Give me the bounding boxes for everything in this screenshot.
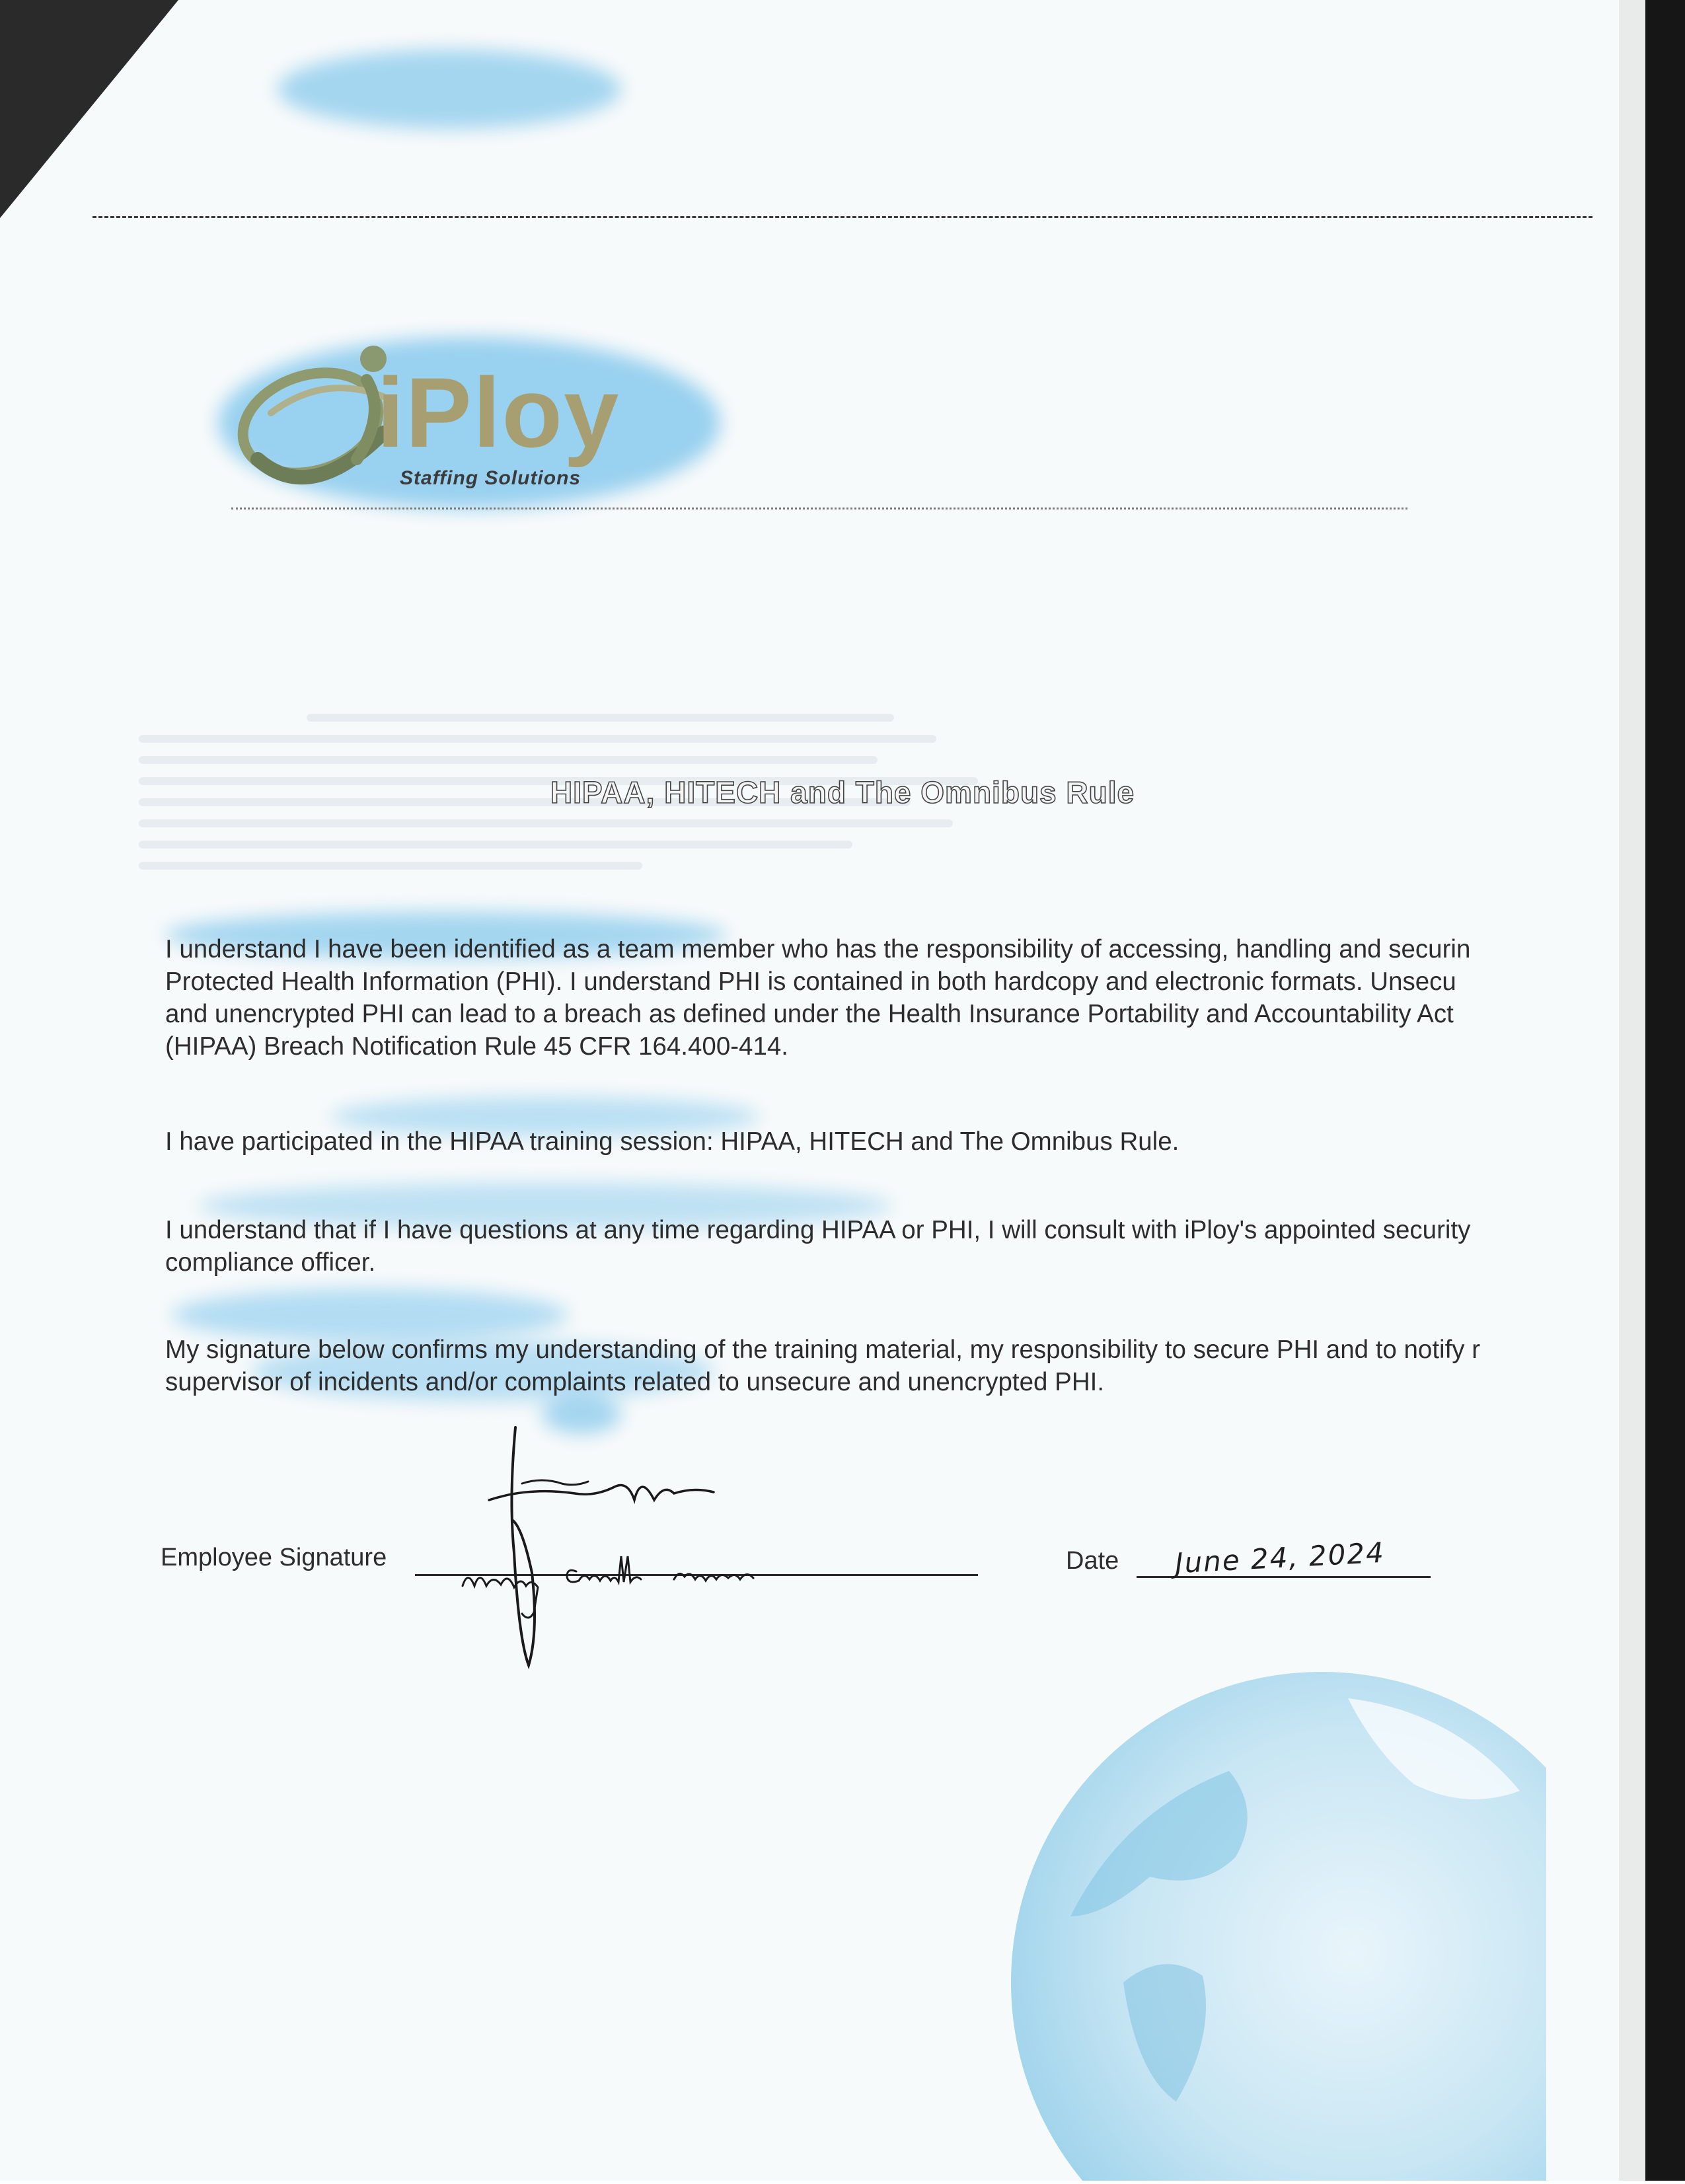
- scan-right-shade: [1619, 0, 1645, 2181]
- document-title: HIPAA, HITECH and The Omnibus Rule: [550, 775, 1135, 810]
- signature-label: Employee Signature: [161, 1544, 387, 1571]
- paragraph-questions: I understand that if I have questions at any time regarding HIPAA or PHI, I will consult with iPloy's appointed security compliance officer.: [165, 1216, 1471, 1277]
- header-rule: [93, 216, 1592, 218]
- company-logo: [231, 334, 707, 512]
- toner-smudge: [278, 50, 621, 129]
- date-value: June 24, 2024: [1174, 1536, 1386, 1580]
- paragraph-responsibility: I understand I have been identified as a team member who has the responsibility of accessing, handling and securin Protected Health Information (PHI). I understand PHI is contained in both hardcopy and electronic formats. Unsecu and unencrypted PHI can lead to a breach as defined under the Health Insurance Portability and Accountability Act (HIPAA) Breach Notification Rule 45 CFR 164.400-414.: [165, 935, 1471, 1061]
- scan-corner-shadow: [0, 0, 178, 218]
- scan-right-edge: [1645, 0, 1685, 2181]
- paragraph-confirmation: My signature below confirms my understanding of the training material, my responsibility to secure PHI and to notify r supervisor of incidents and/or complaints related to unsecure and unencrypted PHI.: [165, 1336, 1481, 1396]
- logo-wordmark: iPloy: [377, 357, 620, 468]
- handwritten-signature: [396, 1421, 872, 1675]
- date-label: Date: [1066, 1547, 1119, 1575]
- paragraph-training: I have participated in the HIPAA training session: HIPAA, HITECH and The Omnibus Rule.: [165, 1127, 1180, 1156]
- globe-watermark: [952, 1639, 1546, 2184]
- logo-tagline: Staffing Solutions: [400, 467, 581, 489]
